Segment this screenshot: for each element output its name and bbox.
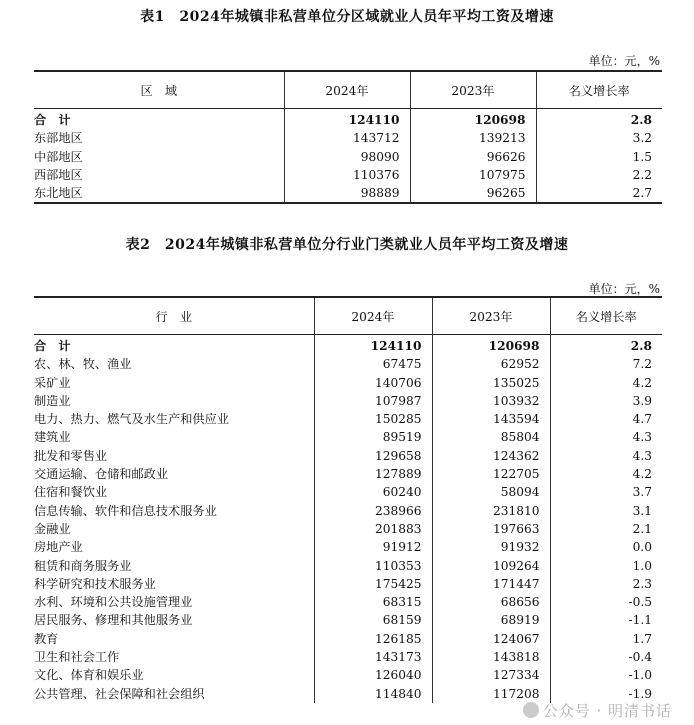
table-row — [34, 109, 662, 130]
table1-col-2024: 2024年 — [284, 71, 410, 109]
row-value: 117208 — [432, 685, 550, 703]
row-value: 103932 — [432, 392, 550, 410]
row-label: 采矿业 — [34, 375, 71, 390]
row-value: 135025 — [432, 374, 550, 392]
row-value: 201883 — [314, 520, 432, 538]
row-value: 114840 — [314, 685, 432, 703]
row-value: -1.9 — [550, 685, 662, 703]
table-row — [34, 575, 662, 593]
table-row — [34, 184, 662, 203]
row-value: -1.0 — [550, 666, 662, 684]
row-value: 122705 — [432, 465, 550, 483]
row-label: 制造业 — [34, 393, 71, 408]
row-label: 房地产业 — [34, 540, 83, 555]
row-label: 东部地区 — [34, 131, 83, 146]
row-value: 60240 — [314, 483, 432, 501]
row-value: 120698 — [410, 109, 536, 130]
row-value: 140706 — [314, 374, 432, 392]
row-value: 171447 — [432, 575, 550, 593]
table-row — [34, 538, 662, 556]
row-value: 4.2 — [550, 465, 662, 483]
row-value: 127889 — [314, 465, 432, 483]
table-row — [34, 593, 662, 611]
row-value: 175425 — [314, 575, 432, 593]
table1-title: 表1 2024年城镇非私营单位分区域就业人员年平均工资及增速 — [140, 9, 554, 25]
row-value: 3.1 — [550, 502, 662, 520]
table1 — [34, 70, 662, 204]
table2 — [34, 296, 662, 703]
row-value: 68315 — [314, 593, 432, 611]
row-label: 文化、体育和娱乐业 — [34, 668, 144, 683]
row-value: 2.8 — [550, 335, 662, 356]
row-label: 电力、热力、燃气及水生产和供应业 — [34, 412, 229, 427]
row-value: 129658 — [314, 447, 432, 465]
table-row — [34, 355, 662, 373]
row-value: 124067 — [432, 630, 550, 648]
row-value: 143173 — [314, 648, 432, 666]
table2-col-2024: 2024年 — [314, 297, 432, 335]
row-value: 2.8 — [536, 109, 662, 130]
row-value: 62952 — [432, 355, 550, 373]
table-row — [34, 392, 662, 410]
row-label: 西部地区 — [34, 167, 83, 182]
table-row — [34, 465, 662, 483]
row-value: 4.3 — [550, 447, 662, 465]
table-row — [34, 374, 662, 392]
row-value: 3.9 — [550, 392, 662, 410]
table1-col-2023: 2023年 — [410, 71, 536, 109]
row-value: 3.2 — [536, 129, 662, 147]
row-label: 公共管理、社会保障和社会组织 — [34, 686, 205, 701]
row-value: 124362 — [432, 447, 550, 465]
row-label: 信息传输、软件和信息技术服务业 — [34, 503, 217, 518]
row-value: 4.3 — [550, 428, 662, 446]
table-row — [34, 483, 662, 501]
row-label: 住宿和餐饮业 — [34, 485, 108, 500]
row-value: 96265 — [410, 184, 536, 203]
table2-col-growth: 名义增长率 — [550, 297, 662, 335]
row-value: 2.7 — [536, 184, 662, 203]
row-value: 68919 — [432, 611, 550, 629]
row-value: 1.0 — [550, 557, 662, 575]
table-row — [34, 166, 662, 184]
row-value: 58094 — [432, 483, 550, 501]
row-value: 127334 — [432, 666, 550, 684]
row-label: 中部地区 — [34, 149, 83, 164]
row-value: 2.1 — [550, 520, 662, 538]
table-row — [34, 648, 662, 666]
watermark-text: 公众号 · 明清书话 — [542, 702, 672, 720]
row-label: 教育 — [34, 631, 59, 646]
row-label: 合 计 — [34, 113, 71, 127]
watermark — [523, 700, 672, 721]
row-value: -1.1 — [550, 611, 662, 629]
row-value: -0.4 — [550, 648, 662, 666]
row-value: 89519 — [314, 428, 432, 446]
table-row — [34, 428, 662, 446]
row-value: 124110 — [314, 335, 432, 356]
row-label: 农、林、牧、渔业 — [34, 357, 132, 372]
row-label: 金融业 — [34, 521, 71, 536]
row-value: 110353 — [314, 557, 432, 575]
table-row — [34, 410, 662, 428]
row-value: 143594 — [432, 410, 550, 428]
row-label: 建筑业 — [34, 430, 71, 445]
table2-col-2023: 2023年 — [432, 297, 550, 335]
row-value: 4.2 — [550, 374, 662, 392]
row-value: 107975 — [410, 166, 536, 184]
row-value: 2.2 — [536, 166, 662, 184]
row-value: 110376 — [284, 166, 410, 184]
table-row — [34, 129, 662, 147]
row-label: 租赁和商务服务业 — [34, 558, 132, 573]
row-value: 68159 — [314, 611, 432, 629]
row-value: 124110 — [284, 109, 410, 130]
table-row — [34, 666, 662, 684]
table-row — [34, 148, 662, 166]
row-label: 合 计 — [34, 339, 71, 353]
row-value: 1.5 — [536, 148, 662, 166]
row-value: 150285 — [314, 410, 432, 428]
table-row — [34, 630, 662, 648]
row-value: 98889 — [284, 184, 410, 203]
row-value: 107987 — [314, 392, 432, 410]
row-value: 85804 — [432, 428, 550, 446]
row-value: 1.7 — [550, 630, 662, 648]
table2-unit: 单位：元，% — [588, 282, 660, 296]
row-label: 科学研究和技术服务业 — [34, 576, 156, 591]
row-label: 交通运输、仓储和邮政业 — [34, 467, 169, 482]
table-row — [34, 335, 662, 356]
table2-header-row — [34, 297, 662, 335]
row-value: 68656 — [432, 593, 550, 611]
row-value: 238966 — [314, 502, 432, 520]
row-value: 109264 — [432, 557, 550, 575]
table1-col-region: 区 域 — [34, 71, 284, 109]
row-value: 126185 — [314, 630, 432, 648]
wechat-icon — [523, 702, 539, 718]
table1-body — [34, 109, 662, 204]
table2-body — [34, 335, 662, 703]
row-label: 水利、环境和公共设施管理业 — [34, 595, 193, 610]
table-row — [34, 611, 662, 629]
table1-header-row — [34, 71, 662, 109]
row-label: 卫生和社会工作 — [34, 650, 120, 665]
table2-title: 表2 2024年城镇非私营单位分行业门类就业人员年平均工资及增速 — [125, 237, 569, 253]
table1-col-growth: 名义增长率 — [536, 71, 662, 109]
row-value: 126040 — [314, 666, 432, 684]
table-row — [34, 520, 662, 538]
row-value: 143818 — [432, 648, 550, 666]
row-value: -0.5 — [550, 593, 662, 611]
row-value: 143712 — [284, 129, 410, 147]
row-value: 2.3 — [550, 575, 662, 593]
row-value: 91912 — [314, 538, 432, 556]
table-row — [34, 447, 662, 465]
table-row — [34, 557, 662, 575]
row-value: 7.2 — [550, 355, 662, 373]
row-value: 231810 — [432, 502, 550, 520]
row-value: 120698 — [432, 335, 550, 356]
row-value: 139213 — [410, 129, 536, 147]
table-row — [34, 502, 662, 520]
table2-col-industry: 行 业 — [34, 297, 314, 335]
row-value: 0.0 — [550, 538, 662, 556]
row-value: 4.7 — [550, 410, 662, 428]
row-label: 居民服务、修理和其他服务业 — [34, 613, 193, 628]
row-value: 67475 — [314, 355, 432, 373]
row-label: 批发和零售业 — [34, 448, 108, 463]
row-value: 3.7 — [550, 483, 662, 501]
row-value: 197663 — [432, 520, 550, 538]
row-value: 98090 — [284, 148, 410, 166]
row-label: 东北地区 — [34, 184, 284, 203]
row-value: 91932 — [432, 538, 550, 556]
row-value: 96626 — [410, 148, 536, 166]
table1-unit: 单位：元，% — [588, 54, 660, 68]
